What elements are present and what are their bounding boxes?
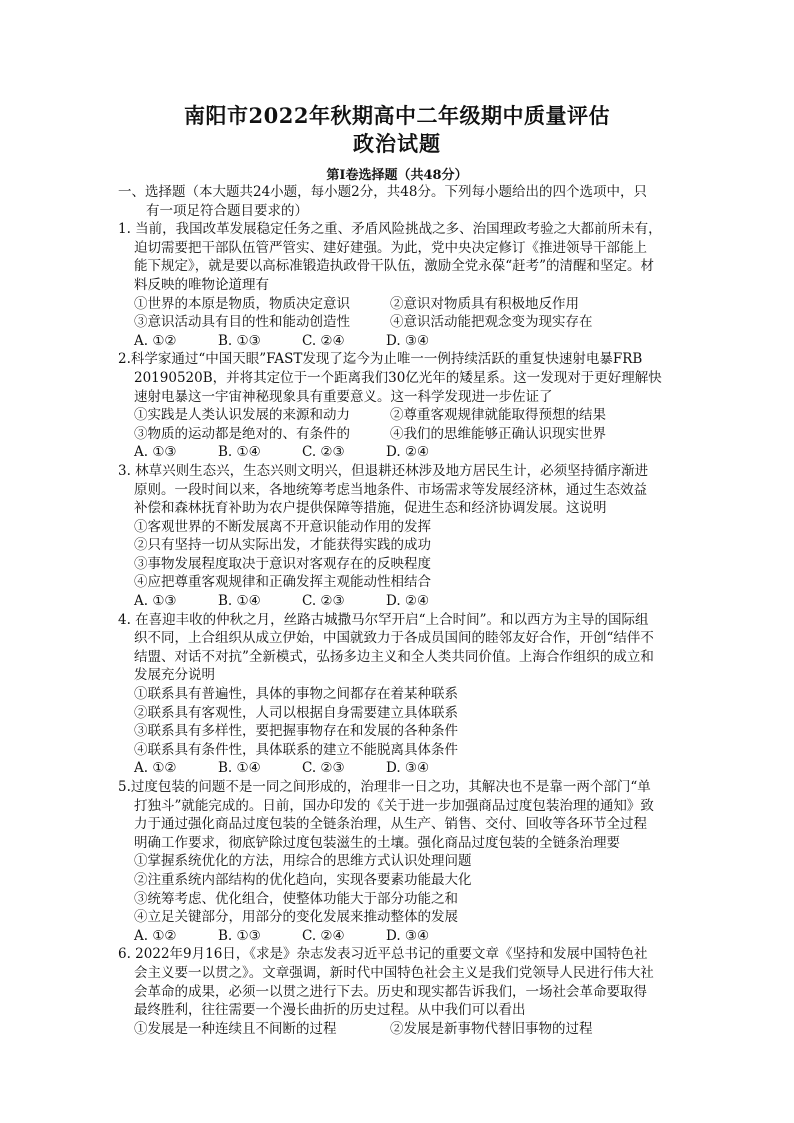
- question-6: [118, 945, 678, 1038]
- question-5: [118, 778, 678, 945]
- option-row: [118, 1020, 678, 1039]
- answer-choice: C. ②④: [302, 332, 345, 349]
- question-content: [118, 183, 678, 1038]
- answer-choice: A. ①③: [134, 593, 177, 610]
- option-statement: ②尊重客观规律就能取得预想的结果: [390, 407, 606, 424]
- answer-choices: [118, 927, 678, 946]
- option-statement: ①发展是一种连续且不间断的过程: [134, 1020, 337, 1037]
- answer-choice: D. ③④: [386, 927, 430, 944]
- option-row: [118, 406, 678, 425]
- option-statement: ②意识对物质具有积极地反作用: [390, 295, 579, 312]
- question-stem-line: 4. 在喜迎丰收的仲秋之月，丝路古城撒马尔罕开启“上合时间”。和以西方为主导的国际组: [118, 611, 649, 628]
- question-4: [118, 611, 678, 778]
- question-stem-line: 发展充分说明: [134, 667, 215, 684]
- question-stem-line: 1. 当前，我国改革发展稳定任务之重、矛盾风险挑战之多、治国理政考验之大都前所未有，: [118, 221, 662, 238]
- answer-choice: A. ①②: [134, 927, 177, 944]
- question-stem-line: 织不同，上合组织从成立伊始，中国就致力于各成员国间的睦邻友好合作，开创“结伴不: [134, 630, 654, 647]
- option-statement: ④联系具有条件性，具体联系的建立不能脱离具体条件: [134, 741, 458, 758]
- answer-choice: B. ①④: [218, 444, 261, 461]
- question-3: [118, 462, 678, 611]
- option-statement: ①实践是人类认识发展的来源和动力: [134, 407, 350, 424]
- instructions: [118, 183, 678, 220]
- option-row: [118, 425, 678, 444]
- question-stem-line: 速射电暴这一宇宙神秘现象具有重要意义。这一科学发现进一步佐证了: [134, 388, 553, 405]
- option-statement: ④立足关键部分，用部分的变化发展来推动整体的发展: [134, 909, 458, 926]
- option-row: [118, 295, 678, 314]
- option-statement: ③统筹考虑、优化组合，使整体功能大于部分功能之和: [134, 890, 458, 907]
- option-statement: ④我们的思维能够正确认识现实世界: [390, 425, 606, 442]
- question-stem-line: 结盟、对话不对抗”全新模式，弘扬多边主义和全人类共同价值。上海合作组织的成立和: [134, 648, 654, 665]
- option-statement: ①掌握系统优化的方法，用综合的思维方式认识处理问题: [134, 853, 472, 870]
- question-stem-line: 会主义要一以贯之》。文章强调，新时代中国特色社会主义是我们党领导人民进行伟大社: [134, 964, 654, 981]
- question-stem-line: 3. 林草兴则生态兴，生态兴则文明兴，但退耕还林涉及地方居民生计，必须坚持循序渐进: [118, 462, 649, 479]
- option-statement: ③物质的运动都是绝对的、有条件的: [134, 425, 350, 442]
- option-statement: ②发展是新事物代替旧事物的过程: [390, 1020, 593, 1037]
- question-stem-line: 原则。一段时间以来，各地统筹考虑当地条件、市场需求等发展经济林，通过生态效益: [134, 481, 647, 498]
- question-stem-line: 料反映的唯物论道理有: [134, 276, 269, 293]
- question-1: [118, 220, 678, 350]
- answer-choice: B. ①③: [218, 927, 261, 944]
- option-statement: ②只有坚持一切从实际出发，才能获得实践的成功: [134, 537, 431, 554]
- option-statement: ④应把尊重客观规律和正确发挥主观能动性相结合: [134, 574, 431, 591]
- instructions-line: 一、选择题（本大题共24小题，每小题2分，共48分。下列每小题给出的四个选项中，只: [118, 184, 647, 200]
- answer-choice: C. ②④: [302, 927, 345, 944]
- answer-choice: D. ②④: [386, 444, 430, 461]
- answer-choice: B. ①③: [218, 332, 261, 349]
- question-stem-line: 打独斗”就能完成的。日前，国办印发的《关于进一步加强商品过度包装治理的通知》致: [134, 797, 654, 814]
- question-stem-line: 补偿和森林抚育补助为农户提供保障等措施，促进生态和经济协调发展。这说明: [134, 500, 607, 517]
- answer-choice: D. ③④: [386, 760, 430, 777]
- answer-choice: B. ①④: [218, 760, 261, 777]
- option-statement: ③意识活动具有目的性和能动创造性: [134, 314, 350, 331]
- question-stem-line: 明确工作要求，彻底铲除过度包装滋生的土壤。强化商品过度包装的全链条治理要: [134, 834, 620, 851]
- question-stem-line: 最终胜利，往往需要一个漫长曲折的历史过程。从中我们可以看出: [134, 1002, 526, 1019]
- answer-choices: [118, 592, 678, 611]
- instructions-line: 有一项足符合题目要求的）: [146, 202, 308, 219]
- option-statement: ③联系具有多样性，要把握事物存在和发展的各种条件: [134, 723, 458, 740]
- section-heading: 第Ⅰ卷选择题（共48分）: [326, 168, 468, 183]
- question-stem-line: 会革命的成果，必须一以贯之进行下去。历史和现实都告诉我们，一场社会革命要取得: [134, 983, 647, 1000]
- answer-choices: [118, 332, 678, 351]
- answer-choice: A. ①②: [134, 760, 177, 777]
- question-stem-line: 5.过度包装的问题不是一同之间形成的，治理非一日之功，其解决也不是靠一两个部门“单: [118, 779, 651, 795]
- question-stem-line: 能下规定》，就是要以高标准锻造执政骨干队伍，激励全党永葆“赶考”的清醒和坚定。材: [134, 258, 655, 275]
- question-stem-line: 2.科学家通过“中国天眼”FAST发现了迄今为止唯一一例持续活跃的重复快速射电暴FRB: [118, 351, 643, 368]
- question-stem-line: 力于通过强化商品过度包装的全链条治理，从生产、销售、交付、回收等各环节全过程: [134, 816, 647, 833]
- answer-choice: C. ②③: [302, 760, 345, 777]
- option-statement: ④意识活动能把观念变为现实存在: [390, 314, 593, 331]
- option-statement: ①世界的本原是物质，物质决定意识: [134, 295, 350, 312]
- option-statement: ①联系具有普遍性，具体的事物之间都存在着某种联系: [134, 686, 458, 703]
- option-statement: ②注重系统内部结构的优化趋向，实现各要素功能最大化: [134, 871, 472, 888]
- option-statement: ③事物发展程度取决于意识对客观存在的反映程度: [134, 555, 431, 572]
- answer-choice: A. ①②: [134, 332, 177, 349]
- option-statement: ①客观世界的不断发展离不开意识能动作用的发挥: [134, 518, 431, 535]
- question-list: [118, 220, 678, 1038]
- answer-choices: [118, 443, 678, 462]
- answer-choice: A. ①③: [134, 444, 177, 461]
- exam-subject: 政治试题: [353, 131, 441, 156]
- answer-choice: C. ②③: [302, 593, 345, 610]
- question-2: [118, 350, 678, 462]
- answer-choice: B. ①④: [218, 593, 261, 610]
- question-stem-line: 20190520B，并将其定位于一个距离我们30亿光年的矮星系。这一发现对于更好理解快: [134, 369, 662, 386]
- option-row: [118, 313, 678, 332]
- question-stem-line: 6. 2022年9月16日，《求是》杂志发表习近平总书记的重要文章《坚持和发展中国特色社: [118, 946, 648, 963]
- question-stem-line: 迫切需要把干部队伍管严管实、建好建强。为此，党中央决定修订《推进领导干部能上: [134, 239, 647, 256]
- answer-choices: [118, 759, 678, 778]
- answer-choice: C. ②③: [302, 444, 345, 461]
- exam-title: 南阳市2022年秋期高中二年级期中质量评估: [184, 103, 610, 128]
- answer-choice: D. ②④: [386, 593, 430, 610]
- option-statement: ②联系具有客观性，人司以根据自身需要建立具体联系: [134, 704, 458, 721]
- answer-choice: D. ③④: [386, 332, 430, 349]
